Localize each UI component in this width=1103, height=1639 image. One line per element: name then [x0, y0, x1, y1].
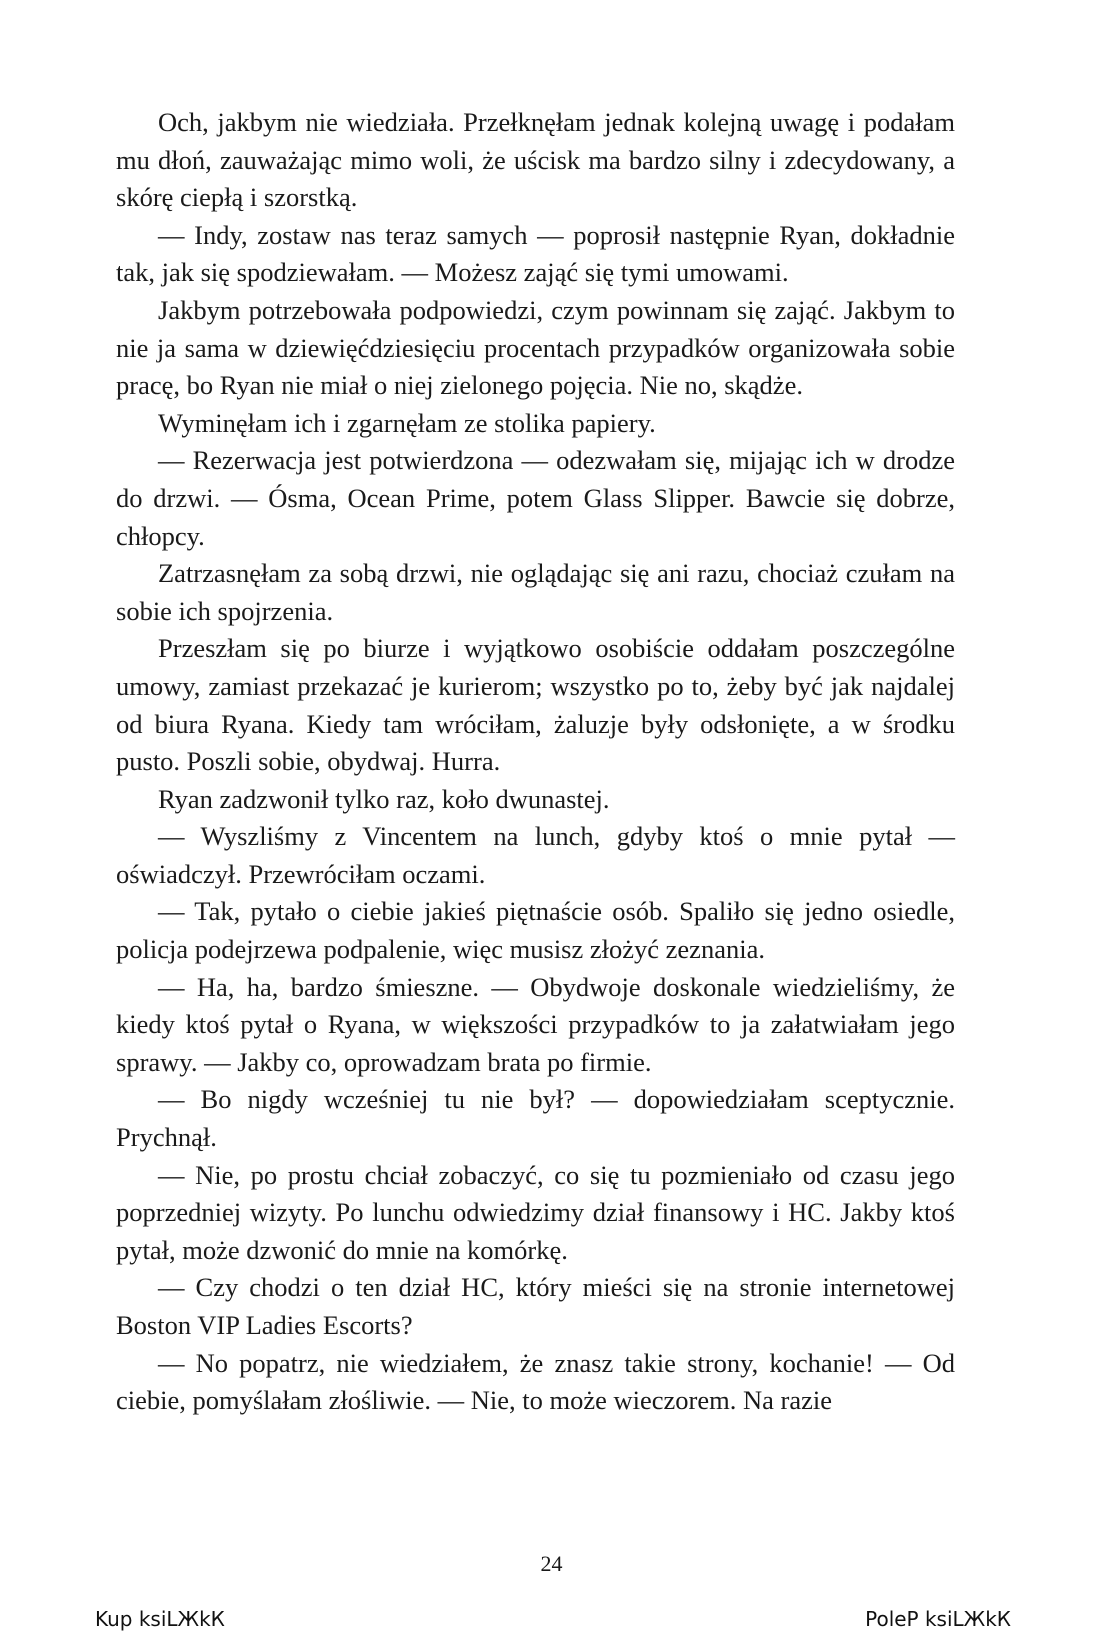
paragraph: — Indy, zostaw nas teraz samych — poprosił następnie Ryan, dokładnie tak, jak się spodziewałam. — Możesz zająć się tymi umowami. [116, 219, 955, 288]
paragraph: Wyminęłam ich i zgarnęłam ze stolika papiery. [158, 407, 656, 438]
buy-book-link[interactable]: Kup ksiLЖkК [95, 1607, 225, 1631]
page-body-text [116, 104, 955, 1420]
paragraph: — Ha, ha, bardzo śmieszne. — Obydwoje doskonale wiedzieliśmy, że kiedy ktoś pytał o Ryana, w większości przypadków to ja załatwiałam jego sprawy. — Jakby co, oprowadzam brata po firmie. [116, 971, 955, 1077]
paragraph: — Czy chodzi o ten dział HC, który mieści się na stronie internetowej Boston VIP Ladies Escorts? [116, 1272, 955, 1340]
paragraph: Ryan zadzwonił tylko raz, koło dwunastej. [158, 783, 610, 814]
paragraph: Och, jakbym nie wiedziała. Przełknęłam jednak kolejną uwagę i podałam mu dłoń, zauważając mimo woli, że uścisk ma bardzo silny i zdecydowany, a skórę ciepłą i szorstką. [116, 107, 955, 213]
paragraph: — Bo nigdy wcześniej tu nie był? — dopowiedziałam sceptycznie. Prychnął. [116, 1084, 955, 1153]
paragraph: — Nie, po prostu chciał zobaczyć, co się tu pozmieniało od czasu jego poprzedniej wizyty. Po lunchu odwiedzimy dział finansowy i HC. Jakby ktoś pytał, może dzwonić do mnie na komórkę. [116, 1159, 955, 1265]
paragraph: — Wyszliśmy z Vincentem na lunch, gdyby ktoś o mnie pytał — oświadczył. Przewróciłam oczami. [116, 821, 955, 889]
recommend-book-link[interactable]: PoleР ksiLЖkК [865, 1607, 1011, 1631]
paragraph: — Rezerwacja jest potwierdzona — odezwałam się, mijając ich w drodze do drzwi. — Ósma, Ocean Prime, potem Glass Slipper. Bawcie się dobrze, chłopcy. [116, 445, 955, 551]
paragraph: Przeszłam się po biurze i wyjątkowo osobiście oddałam poszczególne umowy, zamiast przekazać je kurierom; wszystko po to, żeby być jak najdalej od biura Ryana. Kiedy tam wróciłam, żaluzje były odsłonięte, a w środku pusto. Poszli sobie, obydwaj. Hurra. [116, 633, 955, 777]
paragraph: Jakbym potrzebowała podpowiedzi, czym powinnam się zająć. Jakbym to nie ja sama w dziewięćdziesięciu procentach przypadków organizowała sobie pracę, bo Ryan nie miał o niej zielonego pojęcia. Nie no, skądże. [116, 294, 955, 401]
paragraph: — No popatrz, nie wiedziałem, że znasz takie strony, kochanie! — Od ciebie, pomyślałam złośliwie. — Nie, to może wieczorem. Na razie [116, 1347, 955, 1416]
paragraph: — Tak, pytało o ciebie jakieś piętnaście osób. Spaliło się jedno osiedle, policja podejrzewa podpalenie, więc musisz złożyć zeznania. [116, 896, 955, 965]
paragraph: Zatrzasnęłam za sobą drzwi, nie oglądając się ani razu, chociaż czułam na sobie ich spojrzenia. [116, 558, 955, 626]
page-number: 24 [540, 1551, 563, 1576]
